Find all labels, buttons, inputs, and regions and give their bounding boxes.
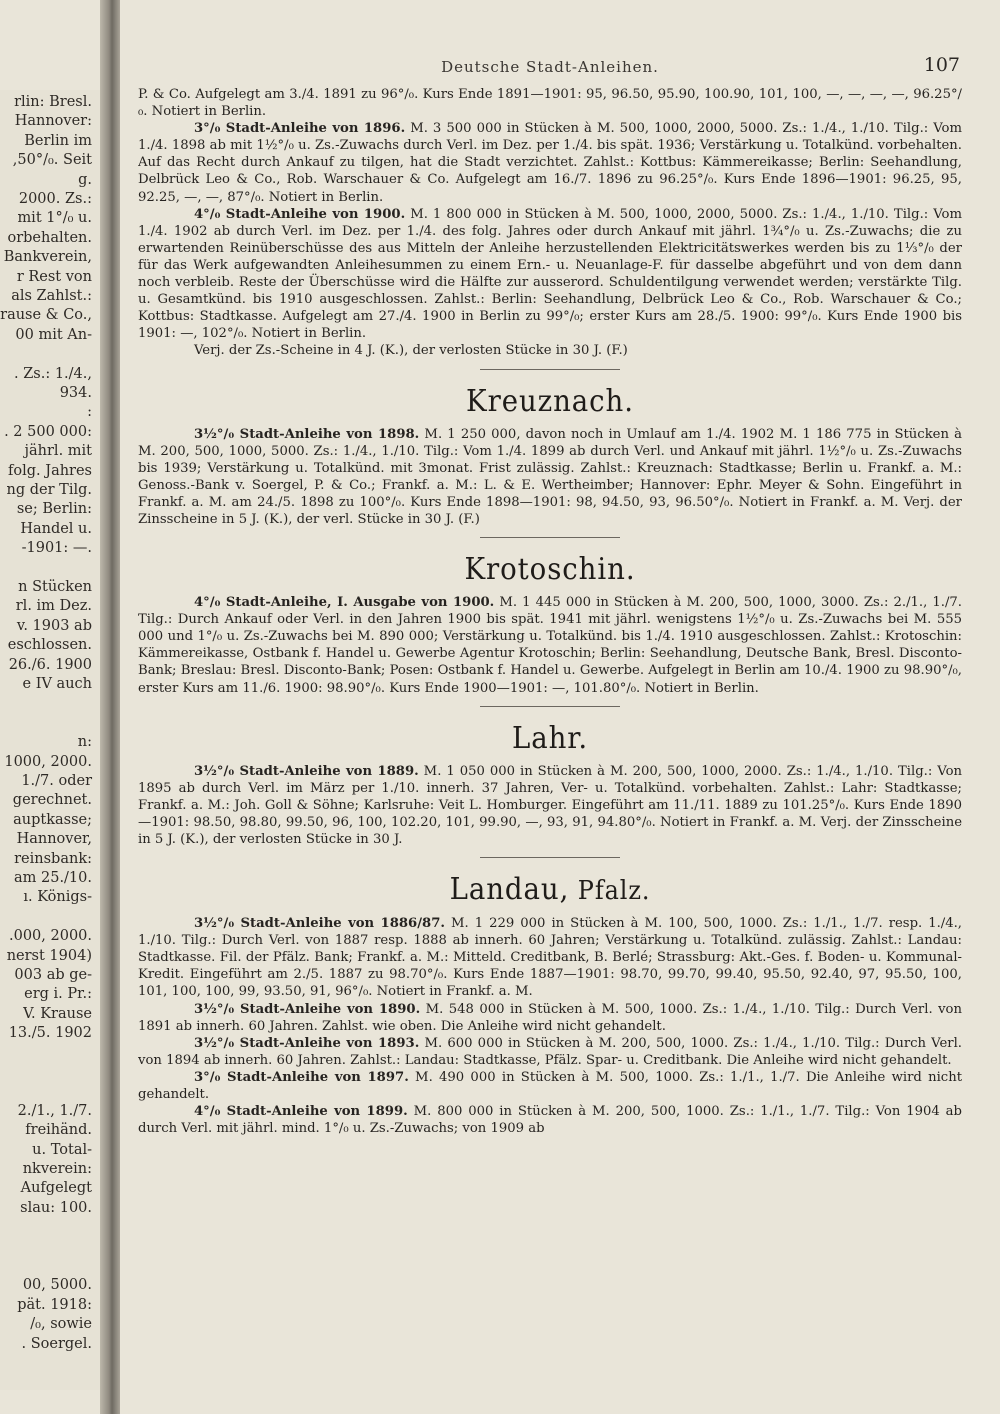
section-divider xyxy=(480,857,620,858)
left-fragment-line: : xyxy=(87,404,92,421)
left-fragment-line: Handel u. xyxy=(20,520,92,537)
loan-entry xyxy=(138,1103,962,1137)
loan-text: M. 1 050 000 in Stücken à M. 200, 500, 1000, 2000. Zs.: 1./4., 1./10. Tilg.: Von 1895 ab durch Verl. im März per 1./10. innerh. 37 Jahren, Ver- u. Totalkünd. vorbehalten. Zahlst.: Lahr: Stadtkasse; Frankf. a. M.: Joh. Goll & Söhne; Karlsruhe: Veit L. Homburger. Eingeführt am 11./11. 1889 zu 101.25°/₀. Kurs Ende 1890—1901: 98.50, 98.80, 99.50, 96, 100, 102.20, 101, 99.90, —, 93, 91, 94.80°/₀. Notiert in Frankf. a. M. Verj. der Zinsscheine in 5 J. (K.), der verlosten Stücke in 30 J. xyxy=(138,763,962,847)
left-fragment-line: . Zs.: 1./4., xyxy=(13,365,92,382)
book-gutter xyxy=(100,0,120,1414)
city-section xyxy=(138,537,962,697)
loan-title: 4°/₀ Stadt-Anleihe, I. Ausgabe von 1900. xyxy=(194,595,495,611)
left-fragment-line: . Soergel. xyxy=(21,1335,92,1352)
page xyxy=(138,52,962,1392)
city-name: Krotoschin. xyxy=(464,552,636,588)
loan-text: M. 1 445 000 in Stücken à M. 200, 500, 1000, 3000. Zs.: 2./1., 1./7. Tilg.: Durch Ankauf oder Verl. in den Jahren 1900 bis spät. 1941 mit jährl. wenigstens 1½°/₀ u. Zs.-Zuwachs bei M. 555 000 und 1°/₀ u. Zs.-Zuwachs bei M. 890 000; Verstärkung u. Totalkünd. bis 1./4. 1910 ausgeschlossen. Zahlst.: Krotoschin: Kämmereikasse, Ostbank f. Handel u. Gewerbe Agentur Krotoschin; Berlin: Seehandlung, Deutsche Bank, Bresl. Disconto-Bank; Breslau: Bresl. Disconto-Bank; Posen: Ostbank f. Handel u. Gewerbe. Aufgelegt in Berlin am 10./4. 1900 zu 98.90°/₀, erster Kurs am 11./6. 1900: 98.90°/₀. Kurs Ende 1900—1901: —, 101.80°/₀. Notiert in Berlin. xyxy=(138,595,962,696)
left-fragment-line: se; Berlin: xyxy=(16,501,92,518)
left-fragment-line: rl. im Dez. xyxy=(15,598,92,615)
left-fragment-line: 934. xyxy=(59,385,92,401)
page-body xyxy=(138,86,962,1137)
loan-entry xyxy=(138,120,962,205)
left-fragment-line: r Rest von xyxy=(16,268,92,285)
section-divider xyxy=(480,706,620,707)
left-fragment-line: 1./7. oder xyxy=(21,773,92,789)
loan-title: 4°/₀ Stadt-Anleihe von 1900. xyxy=(194,206,406,222)
left-fragment-line: slau: 100. xyxy=(20,1199,92,1216)
loan-text: M. 490 000 in Stücken à M. 500, 1000. Zs.: 1./1., 1./7. Die Anleihe wird nicht gehandelt. xyxy=(138,1069,962,1103)
left-fragment-line: /₀, sowie xyxy=(30,1316,92,1333)
left-fragment-line: n Stücken xyxy=(18,579,92,595)
loan-text: M. 1 250 000, davon noch in Umlauf am 1./4. 1902 M. 1 186 775 in Stücken à M. 200, 500, 1000, 5000. Zs.: 1./4., 1./10. Tilg.: Vom 1./4. 1899 ab durch Verl. und Ankauf mit jährl. 1½°/₀ u. Zs.-Zuwachs bis 1939; Verstärkung u. Totalkünd. mit 3monat. Frist zulässig. Zahlst.: Kreuznach: Stadtkasse; Berlin u. Frankf. a. M.: Genoss.-Bank v. Soergel, P. & Co.; Frankf. a. M.: L. & E. Wertheimber; Hannover: Ephr. Meyer & Sohn. Eingeführt in Frankf. a. M. am 24./5. 1898 zu 100°/₀. Kurs Ende 1898—1901: 98, 94.50, 93, 96.50°/₀. Notiert in Frankf. a. M. Verj. der Zinsscheine in 5 J. (K.), der verl. Stücke in 30 J. (F.) xyxy=(138,426,962,527)
left-fragment-line: . 2 500 000: xyxy=(4,423,92,440)
left-fragment-line: .000, 2000. xyxy=(8,928,92,945)
loan-text: M. 600 000 in Stücken à M. 200, 500, 1000. Zs.: 1./4., 1./10. Tilg.: Durch Verl. von 1894 ab innerh. 60 Jahren. Zahlst.: Landau: Stadtkasse, Pfälz. Spar- u. Creditbank. Die Anleihe wird nicht gehandelt. xyxy=(138,1035,962,1068)
left-fragment-line: u. Total- xyxy=(32,1141,92,1158)
section-divider xyxy=(480,537,620,538)
loan-entry xyxy=(138,1035,962,1069)
loan-entry xyxy=(138,206,962,343)
left-fragment-line: -1901: —. xyxy=(21,540,92,557)
loan-title: 4°/₀ Stadt-Anleihe von 1899. xyxy=(194,1104,408,1120)
loan-title: 3½°/₀ Stadt-Anleihe von 1886/87. xyxy=(194,916,445,932)
left-fragment-line: mit 1°/₀ u. xyxy=(17,210,92,227)
left-fragment-line: als Zahlst.: xyxy=(11,288,92,304)
loan-entry xyxy=(138,86,962,120)
left-fragment-line: rause & Co., xyxy=(0,307,92,324)
left-fragment-line: Hannover: xyxy=(14,113,92,130)
left-fragment-line: rlin: Bresl. xyxy=(14,94,92,110)
left-fragment-line: gerechnet. xyxy=(12,792,92,809)
running-title: Deutsche Stadt-Anleihen. xyxy=(441,58,659,76)
loan-title: 3½°/₀ Stadt-Anleihe von 1893. xyxy=(194,1035,420,1051)
page-number: 107 xyxy=(923,54,960,76)
loan-entry xyxy=(138,594,962,697)
loan-entry xyxy=(138,763,962,848)
left-fragment-line: 003 ab ge- xyxy=(14,967,92,983)
left-fragment-line: 2000. Zs.: xyxy=(18,191,92,207)
city-subtitle: Pfalz. xyxy=(569,876,651,907)
left-fragment-line: g. xyxy=(78,171,92,188)
loan-text: Verj. der Zs.-Scheine in 4 J. (K.), der verlosten Stücke in 30 J. (F.) xyxy=(194,343,628,359)
loan-title: 3½°/₀ Stadt-Anleihe von 1889. xyxy=(194,763,419,779)
city-heading xyxy=(171,552,929,588)
left-fragment-line: Bankverein, xyxy=(3,249,92,266)
left-fragment-line: Hannover, xyxy=(16,831,92,848)
left-fragment-line: auptkasse; xyxy=(13,811,92,828)
city-name: Lahr. xyxy=(511,720,589,756)
city-heading xyxy=(171,872,929,909)
loan-entry xyxy=(138,1069,962,1103)
left-fragment-line: 00, 5000. xyxy=(22,1277,92,1294)
loan-text: M. 3 500 000 in Stücken à M. 500, 1000, 2000, 5000. Zs.: 1./4., 1./10. Tilg.: Vom 1./4. 1898 ab mit 1½°/₀ u. Zs.-Zuwachs durch Verl. im Dez. per 1./4. bis spät. 1936; Verstärkung u. Totalkünd. vorbehalten. Auf das Recht durch Ankauf zu tilgen, hat die Stadt verzichtet. Zahlst.: Kottbus: Kämmereikasse; Berlin: Seehandlung, Delbrück Leo & Co., Rob. Warschauer & Co. Aufgelegt am 16./7. 1896 zu 96.25°/₀. Kurs Ende 1896—1901: 96.25, 95, 92.25, —, —, 87°/₀. Notiert in Berlin. xyxy=(138,121,962,205)
city-section xyxy=(138,706,962,848)
loan-text: M. 800 000 in Stücken à M. 200, 500, 1000. Zs.: 1./1., 1./7. Tilg.: Von 1904 ab durch Verl. mit jährl. mind. 1°/₀ u. Zs.-Zuwachs; von 1909 ab xyxy=(138,1104,962,1137)
left-fragment-line: jährl. mit xyxy=(24,443,92,460)
left-fragment-line: 13./5. 1902 xyxy=(8,1025,92,1042)
left-fragment-line: orbehalten. xyxy=(7,229,92,246)
loan-title: 3½°/₀ Stadt-Anleihe von 1898. xyxy=(194,426,420,442)
left-fragment-line: erg i. Pr.: xyxy=(24,986,92,1003)
loan-entry xyxy=(138,426,962,529)
loan-title: 3°/₀ Stadt-Anleihe von 1896. xyxy=(194,121,406,137)
left-fragment-line: reinsbank: xyxy=(14,850,92,867)
left-page-fragment xyxy=(0,90,100,1390)
loan-entry xyxy=(138,1001,962,1035)
left-fragment-line: ı. Königs- xyxy=(23,889,92,906)
loan-title: 3½°/₀ Stadt-Anleihe von 1890. xyxy=(194,1001,421,1017)
left-fragment-line: v. 1903 ab xyxy=(16,617,92,634)
running-header xyxy=(138,52,962,86)
left-fragment-line: am 25./10. xyxy=(13,870,92,886)
city-section xyxy=(138,857,962,1137)
left-fragment-line: 26./6. 1900 xyxy=(8,656,92,673)
left-fragment-line: freihänd. xyxy=(25,1122,92,1139)
left-fragment-line: Aufgelegt xyxy=(20,1180,92,1197)
left-fragment-line: nerst 1904) xyxy=(6,947,92,964)
city-section xyxy=(138,369,962,529)
left-fragment-line: 1000, 2000. xyxy=(4,753,92,770)
city-name: Landau, xyxy=(449,872,570,908)
left-fragment-line: folg. Jahres xyxy=(8,462,92,479)
loan-entry xyxy=(138,342,962,359)
left-fragment-line: ,50°/₀. Seit xyxy=(12,152,92,169)
loan-text: P. & Co. Aufgelegt am 3./4. 1891 zu 96°/₀. Kurs Ende 1891—1901: 95, 96.50, 95.90, 100.90, 101, 100, —, —, —, —, 96.25°/₀. Notiert in Berlin. xyxy=(138,87,962,120)
loan-text: M. 548 000 in Stücken à M. 500, 1000. Zs.: 1./4., 1./10. Tilg.: Durch Verl. von 1891 ab innerh. 60 Jahren. Zahlst. wie oben. Die Anleihe wird nicht gehandelt. xyxy=(138,1001,962,1034)
left-fragment-line: e IV auch xyxy=(22,676,92,692)
loan-entry xyxy=(138,915,962,1000)
left-fragment-line: nkverein: xyxy=(22,1161,92,1177)
city-heading xyxy=(171,721,929,757)
left-fragment-line: Berlin im xyxy=(24,132,92,149)
loan-title: 3°/₀ Stadt-Anleihe von 1897. xyxy=(194,1069,409,1085)
left-fragment-line: pät. 1918: xyxy=(17,1296,92,1313)
city-name: Kreuznach. xyxy=(466,383,634,419)
loan-text: M. 1 800 000 in Stücken à M. 500, 1000, 2000, 5000. Zs.: 1./4., 1./10. Tilg.: Vom 1./4. 1902 ab durch Verl. im Dez. per 1./4. des folg. Jahres oder durch Ankauf mit jährl. 1¾°/₀ u. Zs.-Zuwachs; die zu erwartenden Reinüberschüsse des aus Mitteln der Anleihe herzustellenden Elektricitätswerkes werden bis zu 1⅓°/₀ der für das Werk aufgewandten Anleihesummen zu einem Ern.- u. Neuanlage-F. für dasselbe abgeführt und von dem dann noch verbleib. Reste der Überschüsse wird die Hälfte zur ausserord. Schuldentilgung verwendet werden; verstärkte Tilg. u. Gesamtkünd. bis 1910 ausgeschlossen. Zahlst.: Berlin: Seehandlung, Delbrück Leo & Co., Rob. Warschauer & Co.; Kottbus: Stadtkasse. Aufgelegt am 27./4. 1900 in Berlin zu 99°/₀; erster Kurs am 28./5. 1900: 99°/₀. Kurs Ende 1900 bis 1901: —, 102°/₀. Notiert in Berlin. xyxy=(138,206,962,342)
city-heading xyxy=(171,384,929,420)
left-fragment-line: eschlossen. xyxy=(7,637,92,654)
left-fragment-line: V. Krause xyxy=(23,1005,92,1022)
left-fragment-line: ng der Tilg. xyxy=(6,482,92,498)
section-divider xyxy=(480,369,620,370)
left-fragment-line: 2./1., 1./7. xyxy=(17,1102,92,1119)
city-section xyxy=(138,86,962,360)
left-fragment-line: 00 mit An- xyxy=(15,326,92,343)
loan-text: M. 1 229 000 in Stücken à M. 100, 500, 1000. Zs.: 1./1., 1./7. resp. 1./4., 1./10. Tilg.: Durch Verl. von 1887 resp. 1888 ab innerh. 60 Jahren; Verstärkung u. Totalkünd. zulässig. Zahlst.: Landau: Stadtkasse. Fil. der Pfälz. Bank; Frankf. a. M.: Mitteld. Creditbank, B. Berlé; Strassburg: Akt.-Ges. f. Boden- u. Kommunal-Kredit. Eingeführt am 2./5. 1887 zu 98.70°/₀. Kurs Ende 1887—1901: 98.70, 99.70, 99.40, 95.50, 92.40, 97, 95.50, 100, 101, 100, 100, 99, 93.50, 91, 96°/₀. Notiert in Frankf. a. M. xyxy=(138,916,962,1000)
left-fragment-line: n: xyxy=(77,734,92,751)
